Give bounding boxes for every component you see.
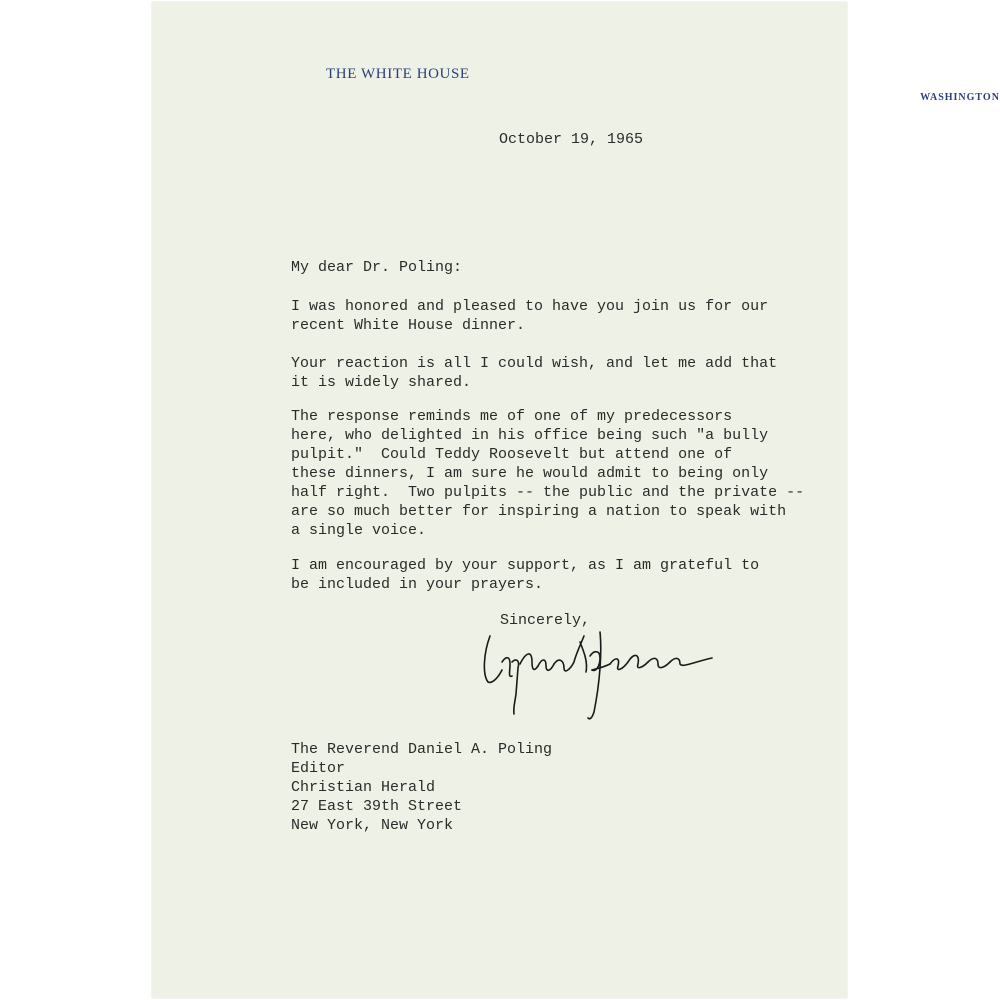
letterhead-title: THE WHITE HOUSE <box>326 66 470 82</box>
signature <box>480 622 720 722</box>
letter-date: October 19, 1965 <box>499 131 644 148</box>
paragraph-1: I was honored and pleased to have you join us for our recent White House dinner. <box>291 298 769 334</box>
recipient-address: The Reverend Daniel A. Poling Editor Christian Herald 27 East 39th Street New York, New York <box>291 741 553 834</box>
letterhead-subtitle: WASHINGTON <box>920 92 1000 103</box>
salutation: My dear Dr. Poling: <box>291 259 463 276</box>
paragraph-4: I am encouraged by your support, as I am grateful to be included in your prayers. <box>291 557 760 593</box>
paragraph-3: The response reminds me of one of my predecessors here, who delighted in his office being such "a bully pulpit." Could Teddy Roosevelt but attend one of these dinners, I am sure he would admit to being only half right. Two pulpits -- the public and the private -- are so much better for inspiring a nation to speak with a single voice. <box>291 408 805 539</box>
paragraph-2: Your reaction is all I could wish, and let me add that it is widely shared. <box>291 355 778 391</box>
closing: Sincerely, <box>500 612 591 629</box>
